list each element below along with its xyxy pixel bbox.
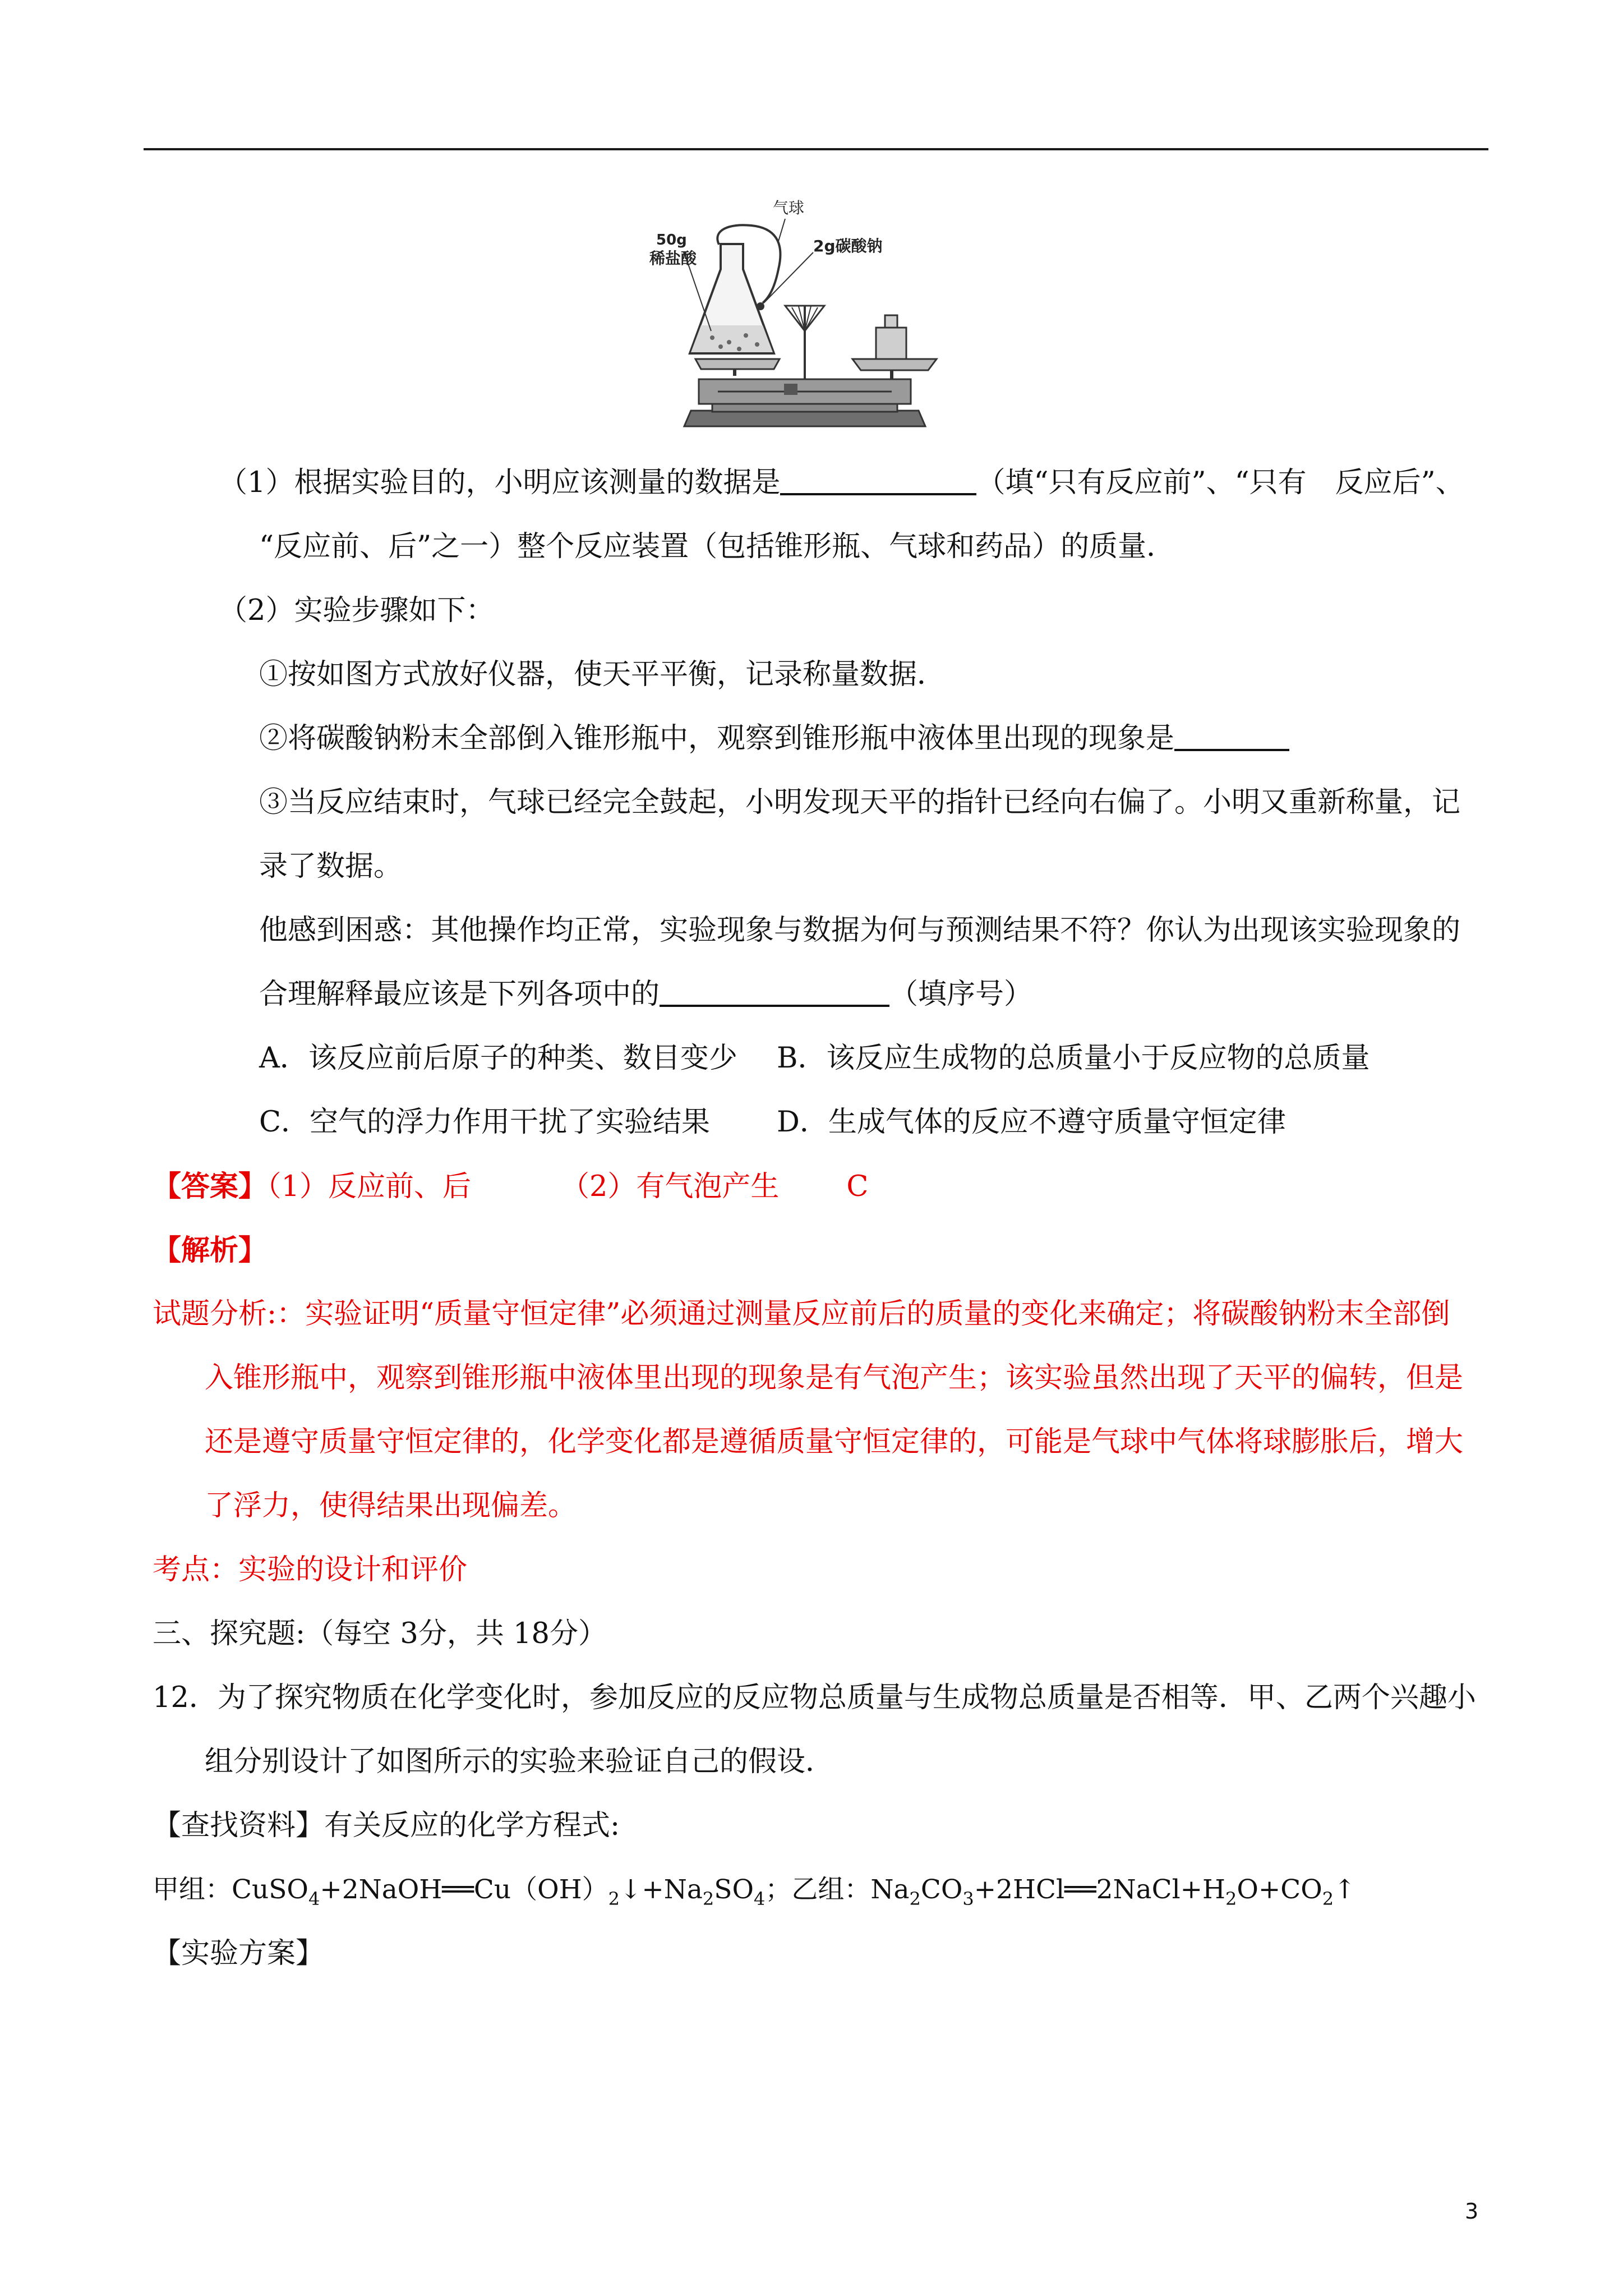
analysis-line2: 入锥形瓶中，观察到锥形瓶中液体里出现的现象是有气泡产生；该实验虽然出现了天平的偏转，但是 xyxy=(205,1361,1464,1395)
label-sodium-carbonate: 2g碳酸钠 xyxy=(813,237,883,255)
eq-subscript: 2 xyxy=(702,1888,714,1910)
eq-subscript: 4 xyxy=(754,1888,766,1910)
option-c: C．空气的浮力作用干扰了实验结果 xyxy=(259,1106,711,1139)
eq-text: ↓+Na xyxy=(619,1874,703,1905)
eq-subscript: 2 xyxy=(608,1888,620,1910)
option-a: A．该反应前后原子的种类、数目变少 xyxy=(259,1042,737,1075)
q2-step1: ①按如图方式放好仪器，使天平平衡，记录称量数据． xyxy=(259,658,946,691)
eq-subscript: 2 xyxy=(909,1888,921,1910)
balance-flask-figure xyxy=(645,191,965,432)
answer-part3: C xyxy=(846,1170,869,1203)
option-b: B．该反应生成物的总质量小于反应物的总质量 xyxy=(777,1042,1370,1075)
answer-label: 【答案】 xyxy=(153,1170,268,1203)
eq-subscript: 2 xyxy=(1322,1888,1334,1910)
q2-step2 xyxy=(259,719,1289,758)
q1-text-b: （填“只有反应前”、“只有 反应后”、 xyxy=(976,466,1464,499)
section3-title: 三、探究题:（每空 3分，共 18分） xyxy=(153,1617,607,1650)
q12-line2: 组分别设计了如图所示的实验来验证自己的假设． xyxy=(205,1745,834,1778)
q1-line1 xyxy=(219,463,1464,503)
eq-text: ↑ xyxy=(1334,1874,1356,1905)
q1-text-a: （1）根据实验目的，小明应该测量的数据是 xyxy=(219,466,781,499)
q2-doubt-suffix: （填序号） xyxy=(889,978,1033,1011)
eq-subscript: 4 xyxy=(308,1888,320,1910)
eq-text: SO xyxy=(714,1874,754,1905)
q12-line1: 12．为了探究物质在化学变化时，参加反应的反应物总质量与生成物总质量是否相等．甲、乙两个兴趣小 xyxy=(153,1681,1476,1714)
label-balloon: 气球 xyxy=(773,199,805,217)
q2-doubt-text: 合理解释最应该是下列各项中的 xyxy=(259,978,660,1011)
analysis-line3: 还是遵守质量守恒定律的，化学变化都是遵循质量守恒定律的，可能是气球中气体将球膨胀后，增大 xyxy=(205,1425,1464,1458)
eq-text: CO xyxy=(920,1874,963,1905)
kaodian: 考点：实验的设计和评价 xyxy=(153,1553,468,1586)
eq-subscript: 3 xyxy=(962,1888,974,1910)
header-rule xyxy=(144,148,1488,150)
q2-doubt-line2 xyxy=(259,975,1032,1014)
answer-part2: （2）有气泡产生 xyxy=(560,1170,780,1203)
q2-doubt-line1: 他感到困惑：其他操作均正常，实验现象与数据为何与预测结果不符？你认为出现该实验现象的 xyxy=(259,914,1461,947)
eq-text: ；乙组：Na xyxy=(765,1874,910,1905)
q1-blank xyxy=(780,464,976,495)
eq-text: +2NaOH══Cu（OH） xyxy=(320,1874,608,1905)
label-acid-mass: 50g xyxy=(656,232,687,249)
q2-step3-line2: 录了数据。 xyxy=(259,850,403,883)
eq-text: O+CO xyxy=(1237,1874,1322,1905)
analysis-line1: 试题分析:：实验证明“质量守恒定律”必须通过测量反应前后的质量的变化来确定；将碳酸钠粉末全部倒 xyxy=(153,1297,1450,1331)
q1-line2: “反应前、后”之一）整个反应装置（包括锥形瓶、气球和药品）的质量． xyxy=(259,530,1175,563)
eq-text: +2HCl══2NaCl+H xyxy=(974,1874,1226,1905)
eq-subscript: 2 xyxy=(1225,1888,1237,1910)
analysis-line4: 了浮力，使得结果出现偏差。 xyxy=(205,1489,577,1522)
reference-heading: 【查找资料】有关反应的化学方程式: xyxy=(153,1809,620,1842)
q2-step3-line1: ③当反应结束时，气球已经完全鼓起，小明发现天平的指针已经向右偏了。小明又重新称量，记 xyxy=(259,786,1461,819)
chemical-equations xyxy=(153,1870,1356,1918)
experiment-plan-heading: 【实验方案】 xyxy=(153,1937,325,1970)
eq-text: 甲组：CuSO xyxy=(153,1874,308,1905)
page-number: 3 xyxy=(1465,2199,1479,2224)
q2-title: （2）实验步骤如下： xyxy=(219,594,495,627)
option-d: D．生成气体的反应不遵守质量守恒定律 xyxy=(777,1106,1286,1139)
q2-step2-blank xyxy=(1174,720,1289,751)
q2-step2-text: ②将碳酸钠粉末全部倒入锥形瓶中，观察到锥形瓶中液体里出现的现象是 xyxy=(259,722,1175,755)
q2-doubt-blank xyxy=(660,976,889,1007)
analysis-label: 【解析】 xyxy=(153,1234,268,1267)
answer-line xyxy=(153,1167,868,1207)
label-acid: 稀盐酸 xyxy=(649,249,697,268)
answer-part1: （1）反应前、后 xyxy=(267,1170,471,1203)
